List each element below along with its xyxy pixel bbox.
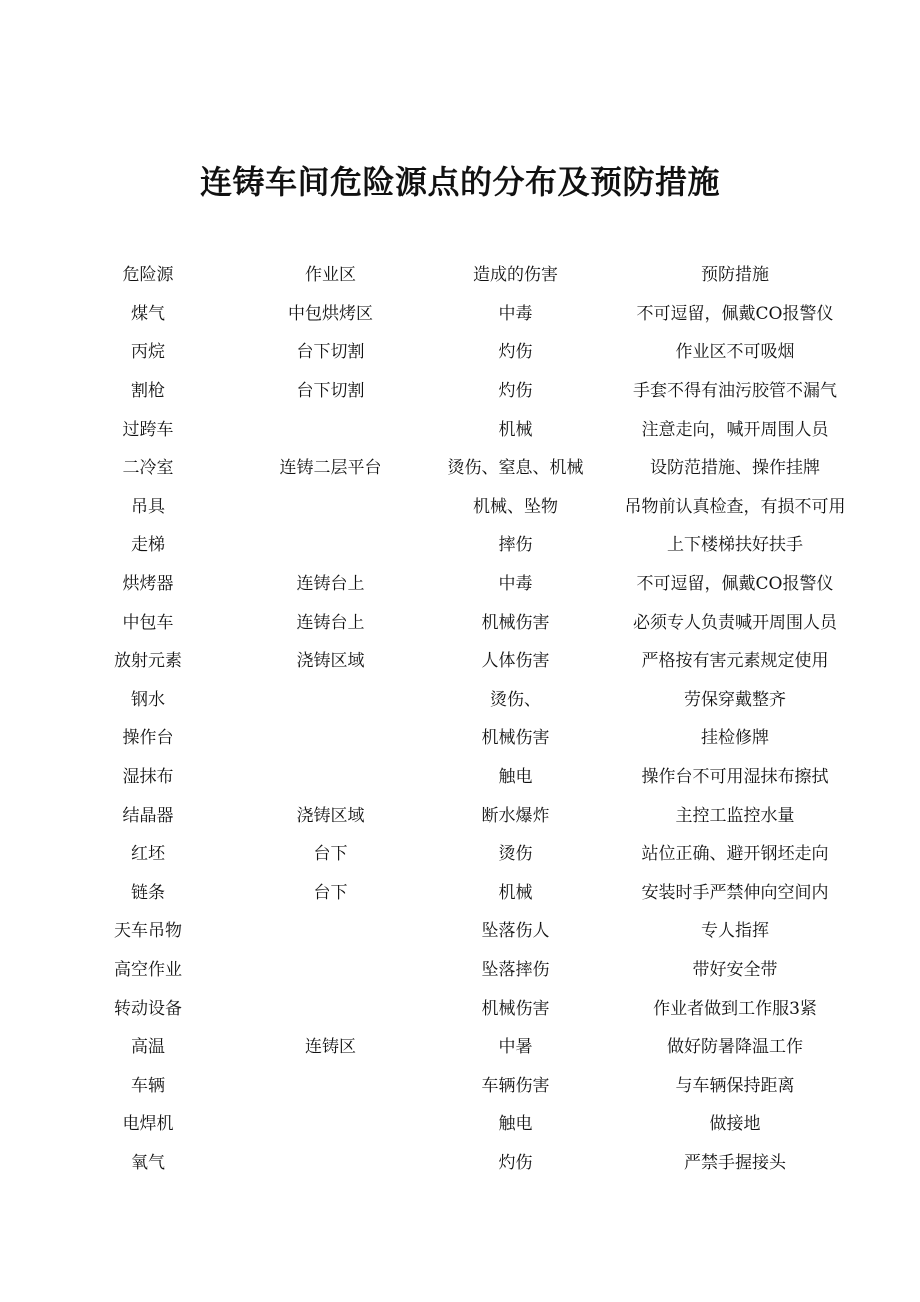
cell-injury-type: 中暑 xyxy=(498,1037,533,1058)
cell-prevention: 不可逗留，佩戴CO报警仪 xyxy=(636,574,834,595)
cell-prevention: 严禁手握接头 xyxy=(684,1152,786,1173)
table-row xyxy=(58,372,862,411)
table-row xyxy=(58,951,862,990)
header-hazard-source: 危险源 xyxy=(122,265,174,286)
cell-hazard-source: 烘烤器 xyxy=(122,574,174,595)
cell-prevention: 作业者做到工作服3紧 xyxy=(653,998,817,1019)
cell-injury-type: 坠落伤人 xyxy=(481,921,550,942)
table-row xyxy=(58,449,862,488)
cell-hazard-source: 割枪 xyxy=(131,381,165,402)
cell-work-area: 连铸二层平台 xyxy=(279,458,382,479)
cell-hazard-source: 过跨车 xyxy=(122,419,174,440)
cell-prevention: 必须专人负责喊开周围人员 xyxy=(633,612,837,633)
document-title: 连铸车间危险源点的分布及预防措施 xyxy=(199,163,720,201)
cell-injury-type: 灼伤 xyxy=(498,342,533,363)
cell-injury-type: 机械伤害 xyxy=(481,998,550,1019)
cell-work-area: 浇铸区域 xyxy=(296,651,365,672)
cell-hazard-source: 结晶器 xyxy=(122,805,174,826)
cell-hazard-source: 煤气 xyxy=(131,303,165,324)
table-row xyxy=(58,681,862,720)
cell-prevention: 做接地 xyxy=(709,1114,761,1135)
cell-work-area: 连铸台上 xyxy=(296,612,365,633)
cell-prevention: 严格按有害元素规定使用 xyxy=(641,651,829,672)
table-row xyxy=(58,410,862,449)
cell-work-area: 台下切割 xyxy=(296,342,365,363)
table-row xyxy=(58,526,862,565)
table-header-row xyxy=(58,256,862,295)
table-row xyxy=(58,333,862,372)
header-work-area: 作业区 xyxy=(305,265,356,286)
table-row xyxy=(58,642,862,681)
cell-work-area: 浇铸区域 xyxy=(296,805,365,826)
table-row xyxy=(58,295,862,334)
table-row xyxy=(58,1028,862,1067)
table-row xyxy=(58,796,862,835)
cell-injury-type: 烫伤、 xyxy=(490,689,541,710)
cell-prevention: 手套不得有油污胶管不漏气 xyxy=(633,381,837,402)
table-row xyxy=(58,874,862,913)
cell-injury-type: 车辆伤害 xyxy=(481,1075,550,1096)
cell-hazard-source: 走梯 xyxy=(131,535,165,556)
cell-prevention: 操作台不可用湿抹布擦拭 xyxy=(641,767,829,788)
cell-prevention: 上下楼梯扶好扶手 xyxy=(667,535,803,556)
table-row xyxy=(58,1066,862,1105)
cell-injury-type: 机械、坠物 xyxy=(473,496,558,517)
cell-injury-type: 机械 xyxy=(498,882,533,903)
table-row xyxy=(58,488,862,527)
table-row xyxy=(58,719,862,758)
cell-hazard-source: 高空作业 xyxy=(114,959,182,980)
cell-injury-type: 烫伤、窒息、机械 xyxy=(447,458,584,479)
cell-hazard-source: 红坯 xyxy=(131,844,165,865)
cell-hazard-source: 钢水 xyxy=(131,689,165,710)
cell-prevention: 主控工监控水量 xyxy=(675,805,795,826)
cell-prevention: 专人指挥 xyxy=(701,921,769,942)
cell-injury-type: 烫伤 xyxy=(498,844,533,865)
cell-work-area: 台下切割 xyxy=(296,381,365,402)
cell-injury-type: 灼伤 xyxy=(498,381,533,402)
cell-work-area: 连铸台上 xyxy=(296,574,365,595)
table-row xyxy=(58,989,862,1028)
cell-injury-type: 摔伤 xyxy=(498,535,533,556)
cell-hazard-source: 车辆 xyxy=(131,1075,165,1096)
cell-work-area: 台下 xyxy=(313,844,348,865)
cell-prevention: 劳保穿戴整齐 xyxy=(684,689,786,710)
cell-hazard-source: 中包车 xyxy=(122,612,174,633)
cell-prevention: 安装时手严禁伸向空间内 xyxy=(641,882,829,903)
cell-hazard-source: 操作台 xyxy=(122,728,174,749)
table-row xyxy=(58,565,862,604)
table-row xyxy=(58,1144,862,1183)
cell-injury-type: 坠落摔伤 xyxy=(481,959,550,980)
cell-prevention: 挂检修牌 xyxy=(701,728,769,749)
cell-injury-type: 灼伤 xyxy=(498,1152,533,1173)
cell-hazard-source: 天车吊物 xyxy=(114,921,182,942)
header-prevention: 预防措施 xyxy=(701,265,769,286)
cell-hazard-source: 转动设备 xyxy=(114,998,182,1019)
cell-prevention: 注意走向，喊开周围人员 xyxy=(641,419,829,440)
cell-prevention: 与车辆保持距离 xyxy=(675,1075,795,1096)
cell-injury-type: 中毒 xyxy=(498,574,533,595)
cell-injury-type: 中毒 xyxy=(498,303,533,324)
cell-injury-type: 机械伤害 xyxy=(481,612,550,633)
table-row xyxy=(58,1105,862,1144)
cell-hazard-source: 二冷室 xyxy=(122,458,174,479)
table-row xyxy=(58,835,862,874)
hazard-table xyxy=(58,256,862,1182)
header-injury-type: 造成的伤害 xyxy=(473,265,558,286)
cell-injury-type: 触电 xyxy=(498,1114,533,1135)
cell-work-area: 中包烘烤区 xyxy=(288,303,373,324)
cell-prevention: 作业区不可吸烟 xyxy=(675,342,795,363)
cell-hazard-source: 链条 xyxy=(131,882,165,903)
cell-injury-type: 触电 xyxy=(498,767,533,788)
cell-hazard-source: 丙烷 xyxy=(131,342,165,363)
table-row xyxy=(58,758,862,797)
cell-prevention: 设防范措施、操作挂牌 xyxy=(650,458,820,479)
cell-injury-type: 断水爆炸 xyxy=(481,805,550,826)
cell-hazard-source: 氧气 xyxy=(131,1152,165,1173)
table-row xyxy=(58,912,862,951)
cell-prevention: 站位正确、避开钢坯走向 xyxy=(641,844,829,865)
cell-hazard-source: 湿抹布 xyxy=(122,767,174,788)
cell-hazard-source: 放射元素 xyxy=(114,651,182,672)
cell-injury-type: 机械伤害 xyxy=(481,728,550,749)
table-row xyxy=(58,603,862,642)
cell-injury-type: 机械 xyxy=(498,419,533,440)
cell-prevention: 不可逗留，佩戴CO报警仪 xyxy=(636,303,834,324)
cell-hazard-source: 吊具 xyxy=(131,496,165,517)
cell-hazard-source: 电焊机 xyxy=(122,1114,174,1135)
cell-prevention: 做好防暑降温工作 xyxy=(667,1037,803,1058)
cell-work-area: 台下 xyxy=(313,882,348,903)
cell-work-area: 连铸区 xyxy=(305,1037,356,1058)
cell-prevention: 吊物前认真检查，有损不可用 xyxy=(624,496,846,517)
cell-hazard-source: 高温 xyxy=(131,1037,165,1058)
cell-prevention: 带好安全带 xyxy=(692,959,778,980)
cell-injury-type: 人体伤害 xyxy=(481,651,550,672)
